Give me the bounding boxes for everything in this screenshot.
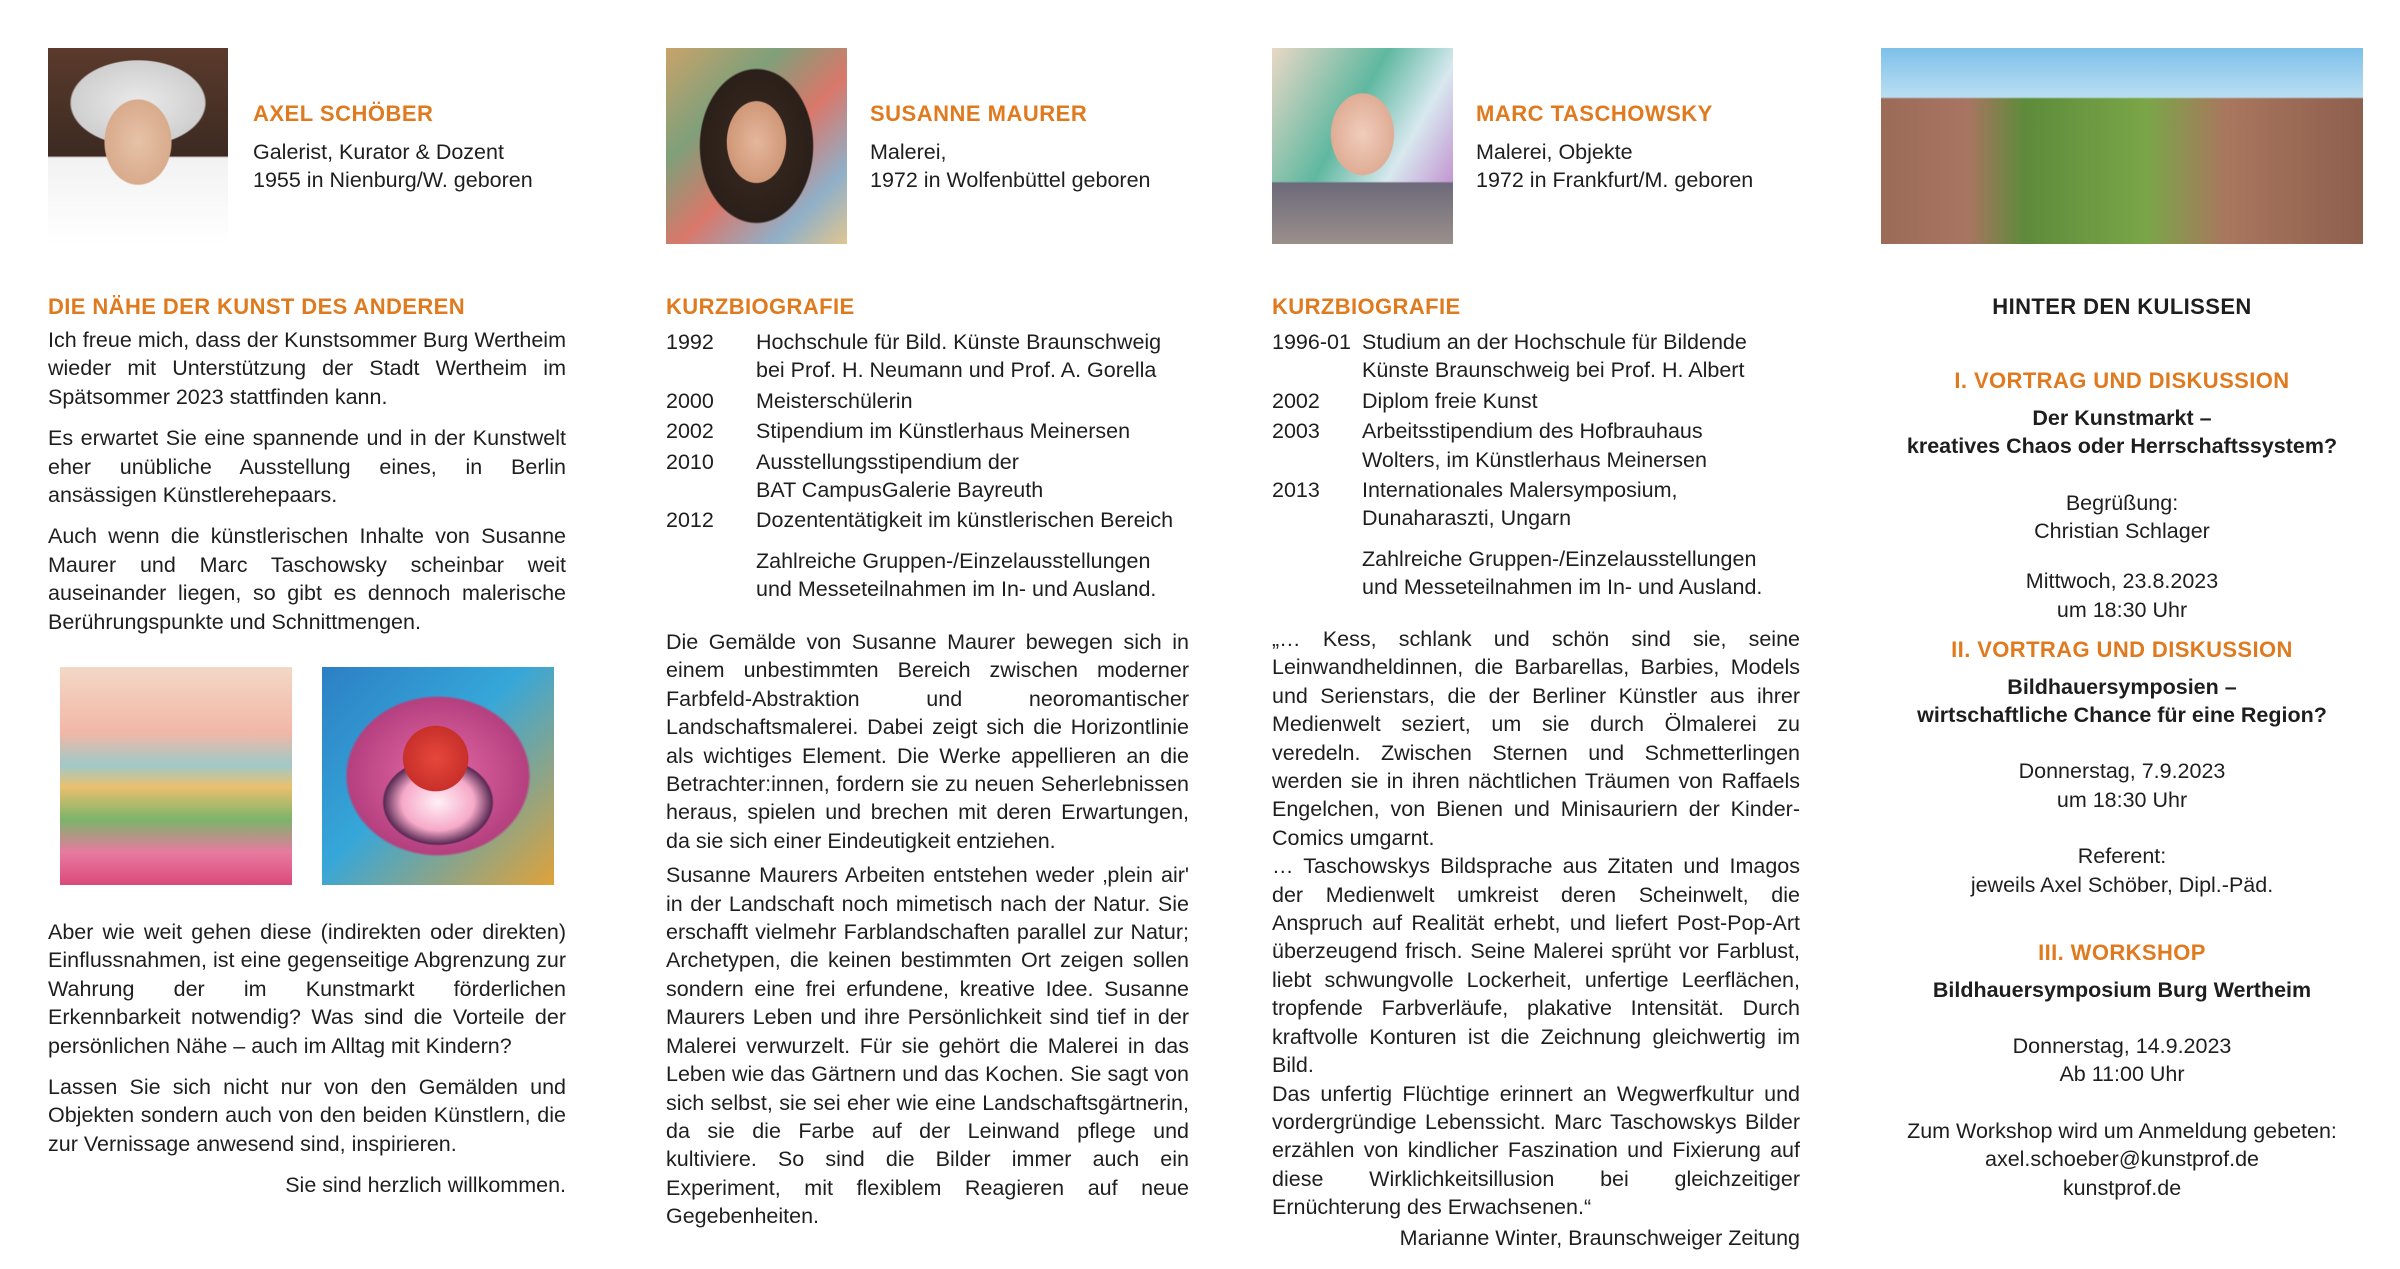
- bio-line: Studium an der Hochschule für Bildende: [1362, 330, 1747, 354]
- painting-landscape: [60, 667, 292, 885]
- role-marc: Malerei, Objekte: [1476, 140, 1633, 164]
- bio-year: 1996-01: [1272, 330, 1351, 354]
- event2-date: Donnerstag, 7.9.2023: [2018, 759, 2226, 784]
- event1-date: Mittwoch, 23.8.2023: [2025, 569, 2219, 594]
- susanne-text: [666, 628, 1189, 1244]
- bio-line: Meisterschülerin: [756, 388, 913, 413]
- name-marc: MARC TASCHOWSKY: [1476, 101, 1713, 126]
- event3-title: III. WORKSHOP: [2038, 940, 2206, 966]
- bio-year: 2010: [666, 449, 714, 474]
- event1-title: I. VORTRAG UND DISKUSSION: [1954, 368, 2290, 394]
- bio-line: BAT CampusGalerie Bayreuth: [756, 478, 1044, 503]
- born-marc: 1972 in Frankfurt/M. geboren: [1476, 168, 1754, 192]
- bio-year: 2003: [1272, 419, 1320, 444]
- bio-line: Dozententätigkeit im künstlerischen Bereich: [756, 508, 1174, 533]
- event2-time: um 18:30 Uhr: [2056, 787, 2188, 812]
- website-link[interactable]: kunstprof.de: [2062, 1175, 2182, 1200]
- bio-list-susanne: [666, 328, 1186, 604]
- bio-line: Zahlreiche Gruppen-/Einzelausstellungen: [756, 548, 1151, 573]
- heading-kurzbiografie-susanne: KURZBIOGRAFIE: [666, 294, 855, 319]
- portrait-axel-schoeber: [48, 48, 228, 244]
- bio-row: [1272, 417, 1792, 474]
- bio-row: [1272, 476, 1792, 533]
- registration-email[interactable]: axel.schoeber@kunstprof.de: [1984, 1147, 2259, 1172]
- event3-subtitle: Bildhauersymposium Burg Wertheim: [1932, 977, 2312, 1002]
- bio-line: Dunaharaszti, Ungarn: [1362, 506, 1572, 531]
- bio-row: [666, 448, 1186, 505]
- bio-list-marc: [1272, 328, 1792, 602]
- paragraph: Aber wie weit gehen diese (indirekten oder direkten) Einflussnahmen, ist eine gegenseitige Abgrenzung zur Wahrung der im Kunstmarkt förderlichen Erkennbarkeit notwendig? Was sind die Vorteile der persönlichen Nähe – auch im Alltag mit Kindern?: [48, 920, 566, 1058]
- bio-row: [1272, 328, 1792, 385]
- event1-greeting: Begrüßung:: [2065, 490, 2179, 515]
- bio-note: [666, 547, 1186, 604]
- name-axel: AXEL SCHÖBER: [253, 101, 434, 126]
- events-column: [1881, 293, 2363, 1202]
- quote-paragraph: „… Kess, schlank und schön sind sie, seine Leinwandheldinnen, die Barbarellas, Barbies, Models und Serienstars, die der Berliner Künstler aus ihrer Medienwelt seziert, um sie durch Ölmalerei zu veredeln. Zwischen Sternen und Schmetterlingen werden sie in ihren nächtlichen Träumen von Raffaels Engelchen, von Bienen und Minisauriern der Kinder-Comics umgarnt.: [1272, 627, 1800, 850]
- paragraph: Ich freue mich, dass der Kunstsommer Burg Wertheim wieder mit Unterstützung der Stadt Wertheim im Spätsommer 2023 stattfinden kann.: [48, 328, 566, 409]
- bio-line: und Messeteilnahmen im In- und Ausland.: [1362, 575, 1763, 600]
- bio-row: [666, 506, 1186, 534]
- bio-line: Diplom freie Kunst: [1362, 388, 1538, 413]
- born-susanne: 1972 in Wolfenbüttel geboren: [870, 168, 1151, 192]
- event1-greeting-person: Christian Schlager: [2034, 519, 2210, 544]
- bio-line: Hochschule für Bild. Künste Braunschweig: [756, 330, 1162, 354]
- referent-label: Referent:: [2077, 844, 2167, 869]
- marc-quote: [1272, 625, 1800, 1252]
- portrait-marc-taschowsky: [1272, 48, 1453, 244]
- registration-note: Zum Workshop wird um Anmeldung gebeten:: [1907, 1118, 2337, 1143]
- bio-line: Künste Braunschweig bei Prof. H. Albert: [1362, 358, 1745, 383]
- paragraph: Auch wenn die künstlerischen Inhalte von Susanne Maurer und Marc Taschowsky scheinbar weit auseinander liegen, so gibt es dennoch malerische Berührungspunkte und Schnittmengen.: [48, 524, 566, 634]
- heading-naehe: DIE NÄHE DER KUNST DES ANDEREN: [48, 294, 466, 319]
- bio-row: [666, 417, 1186, 445]
- role-axel: Galerist, Kurator & Dozent: [253, 140, 504, 164]
- quote-source: Marianne Winter, Braunschweiger Zeitung: [1399, 1225, 1800, 1250]
- photo-burg-wertheim: [1881, 48, 2363, 244]
- bio-line: bei Prof. H. Neumann und Prof. A. Gorella: [756, 358, 1157, 383]
- paragraph: Lassen Sie sich nicht nur von den Gemälden und Objekten sondern auch von den beiden Künstlern, die zur Vernissage anwesend sind, inspirieren.: [48, 1075, 566, 1156]
- bio-line: Ausstellungsstipendium der: [756, 449, 1019, 474]
- quote-paragraph: … Taschowskys Bildsprache aus Zitaten und Imagos der Medienwelt umkreist deren Scheinwelt, die Anspruch auf Realität erhebt, und liefert Post-Pop-Art überzeugend frisch. Seine Malerei sprüht vor Farblust, liebt schwungvolle Lockerheit, unfertige Leerflächen, tropfende Farbverläufe, plakative Intensität. Durch kraftvolle Konturen ist die Zeichnung gleichwertig im Bild.: [1272, 854, 1800, 1078]
- bio-year: 2013: [1272, 478, 1320, 503]
- bio-row: [666, 328, 1186, 385]
- bio-line: Zahlreiche Gruppen-/Einzelausstellungen: [1362, 546, 1757, 571]
- event3-date: Donnerstag, 14.9.2023: [2012, 1033, 2232, 1058]
- bio-year: 2002: [666, 419, 714, 444]
- bio-year: 2000: [666, 388, 714, 413]
- bio-row: [1272, 387, 1792, 415]
- bio-year: 2012: [666, 508, 714, 533]
- bio-line: Arbeitsstipendium des Hofbrauhaus: [1362, 419, 1703, 444]
- closing-text: [48, 918, 566, 1200]
- welcome-line: Sie sind herzlich willkommen.: [285, 1173, 566, 1198]
- event1-subtitle: Der Kunstmarkt –: [2032, 405, 2212, 430]
- event1-time: um 18:30 Uhr: [2056, 597, 2188, 622]
- bio-line: Wolters, im Künstlerhaus Meinersen: [1362, 447, 1707, 472]
- intro-text: [48, 326, 566, 649]
- event2-subtitle: Bildhauersymposien –: [2007, 674, 2237, 699]
- bio-year: 1992: [666, 330, 714, 354]
- referent-name: jeweils Axel Schöber, Dipl.-Päd.: [1970, 872, 2274, 897]
- bio-line: und Messeteilnahmen im In- und Ausland.: [756, 577, 1157, 602]
- bio-note: [1272, 545, 1792, 602]
- bio-year: 2002: [1272, 388, 1320, 413]
- role-susanne: Malerei,: [870, 140, 947, 164]
- event2-title: II. VORTRAG UND DISKUSSION: [1951, 637, 2293, 663]
- bio-line: Stipendium im Künstlerhaus Meinersen: [756, 419, 1131, 444]
- event1-subtitle: kreatives Chaos oder Herrschaftssystem?: [1906, 434, 2338, 459]
- name-susanne: SUSANNE MAURER: [870, 101, 1088, 126]
- painting-muppet: [322, 667, 554, 885]
- bio-line: Internationales Malersymposium,: [1362, 478, 1678, 503]
- heading-hinter-den-kulissen: HINTER DEN KULISSEN: [1992, 294, 2252, 319]
- born-axel: 1955 in Nienburg/W. geboren: [253, 168, 533, 192]
- event2-subtitle: wirtschaftliche Chance für eine Region?: [1917, 703, 2327, 728]
- paragraph: Es erwartet Sie eine spannende und in der Kunstwelt eher unübliche Ausstellung eines, in Berlin ansässigen Künstlerehepaars.: [48, 426, 566, 508]
- paragraph: Susanne Maurers Arbeiten entstehen weder ‚plein air' in der Landschaft noch mimetisch nach der Natur. Sie erschafft vielmehr Farblandschaften parallel zur Natur; Archetypen, die keinen bestimmten Ort zeigen sollen sondern eine frei erfundene, kreative Idee. Susanne Maurers Leben und ihre Persönlichkeit sind tief in der Malerei verwurzelt. Für sie gehört die Malerei in das Leben wie das Gärtnern und das Kochen. Sie sagt von sich selbst, sie sei eher wie eine Landschaftsgärtnerin, da sie die Farbe auf der Leinwand pflege und kultiviere. So sind die Bilder immer auch ein Experiment, mit flexiblem Reagieren auf neue Gegebenheiten.: [666, 863, 1189, 1229]
- quote-paragraph: Das unfertig Flüchtige erinnert an Wegwerfkultur und vordergründige Lebenssicht. Marc Taschowskys Bilder erzählen von kindlicher Faszination und Fixierung auf diese Wirklichkeitsillusion bei gleichzeitiger Ernüchterung des Erwachsenen.“: [1272, 1081, 1800, 1220]
- portrait-susanne-maurer: [666, 48, 847, 244]
- paragraph: Die Gemälde von Susanne Maurer bewegen sich in einem unbestimmten Bereich zwischen moderner Farbfeld-Abstraktion und neoromantischer Landschaftsmalerei. Dabei zeigt sich die Horizontlinie als wichtiges Element. Die Werke appellieren an die Betrachter:innen, fordern sie zu neuen Seherlebnissen heraus, spielen und brechen mit deren Erwartungen, da sie sich einer Eindeutigkeit entziehen.: [666, 630, 1189, 853]
- bio-row: [666, 387, 1186, 415]
- heading-kurzbiografie-marc: KURZBIOGRAFIE: [1272, 294, 1461, 319]
- event3-time: Ab 11:00 Uhr: [2059, 1062, 2185, 1087]
